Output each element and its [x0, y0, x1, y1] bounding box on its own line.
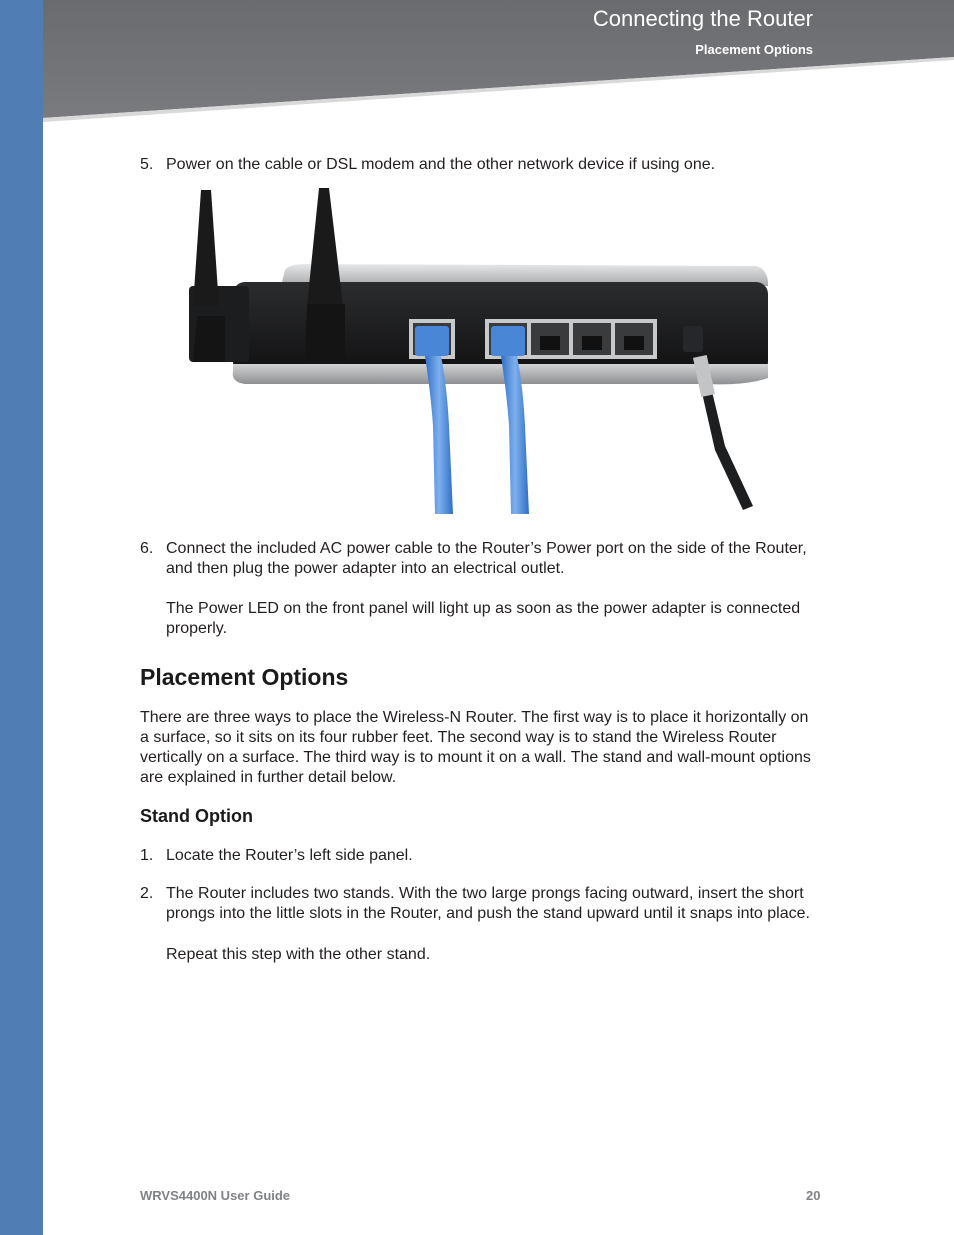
- header-band: [43, 0, 954, 125]
- step-5-number: 5.: [140, 156, 154, 173]
- step-5-text: Power on the cable or DSL modem and the other network device if using one.: [166, 156, 716, 173]
- stand-step-2-note: Repeat this step with the other stand.: [166, 946, 431, 963]
- step-6-number: 6.: [140, 540, 154, 557]
- stand-step-1-text: Locate the Router’s left side panel.: [166, 847, 413, 864]
- stand-option-heading: Stand Option: [140, 806, 253, 826]
- footer-guide-title: WRVS4400N User Guide: [140, 1188, 291, 1203]
- stand-step-2-text: The Router includes two stands. With the two large prongs facing outward, insert the short prongs into the little slots in the Router, and push the stand upward until it snaps into place.: [166, 885, 810, 923]
- stand-step-1-number: 1.: [140, 847, 154, 864]
- section-heading: Placement Options: [140, 664, 349, 690]
- step-6-text: Connect the included AC power cable to the Router’s Power port on the side of the Router, and then plug the power adapter into an electrical outlet.: [166, 540, 807, 578]
- header-title: Connecting the Router: [592, 6, 813, 31]
- left-sidebar-bar: [0, 0, 43, 1235]
- footer-page-number: 20: [806, 1188, 821, 1203]
- stand-step-2-number: 2.: [140, 885, 154, 902]
- section-intro: There are three ways to place the Wireless-N Router. The first way is to place it horizontally on a surface, so it sits on its four rubber feet. The second way is to stand the Wireless Router vertically on a surface. The third way is to mount it on a wall. The stand and wall-mount options are explained in further detail below.: [140, 709, 811, 786]
- step-6-note: The Power LED on the front panel will light up as soon as the power adapter is connected properly.: [166, 600, 801, 638]
- router-back-panel-image: [185, 186, 770, 514]
- header-subtitle: Placement Options: [695, 42, 813, 57]
